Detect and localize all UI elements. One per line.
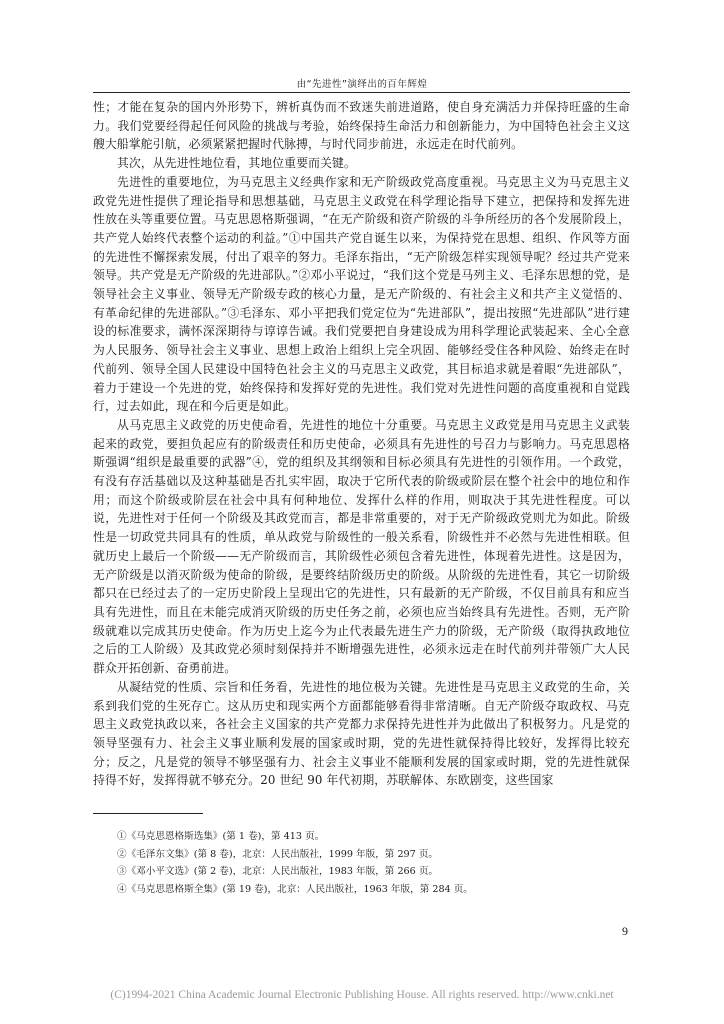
footnote-item: ②《毛泽东文集》(第 8 卷)，北京：人民出版社，1999 年版，第 297 页。	[117, 848, 439, 860]
article-body	[93, 98, 630, 790]
paragraph-section-heading: 其次，从先进性地位看，其地位重要而关键。	[117, 156, 356, 171]
paragraph: 先进性的重要地位，为马克思主义经典作家和无产阶级政党高度重视。马克思主义为马克思主义政党先进性提供了理论指导和思想基础，马克思主义政党在科学理论指导下建立，把保持和发挥先进性放在头等重要位置。马克思恩格斯强调，“在无产阶级和资产阶级的斗争所经历的各个发展阶段上，共产党人始终代表整个运动的利益。”①中国共产党自诞生以来，为保持党在思想、组织、作风等方面的先进性不懈探索发展，付出了艰辛的努力。毛泽东指出，“无产阶级怎样实现领导呢？经过共产党来领导。共产党是无产阶级的先进部队。”②邓小平说过，“我们这个党是马列主义、毛泽东思想的党，是领导社会主义事业、领导无产阶级专政的核心力量，是无产阶级的、有社会主义和共产主义觉悟的、有革命纪律的先进部队。”③毛泽东、邓小平把我们党定位为“先进部队”，提出按照“先进部队”进行建设的标准要求，满怀深深期待与谆谆告诫。我们党要把自身建设成为用科学理论武装起来、全心全意为人民服务、领导社会主义事业、思想上政治上组织上完全巩固、能够经受住各种风险、始终走在时代前列、领导全国人民建设中国特色社会主义的马克思主义政党，其目标追求就是着眼“先进部队”，着力于建设一个先进的党，始终保持和发挥好党的先进性。我们党对先进性问题的高度重视和自觉践行，过去如此，现在和今后更是如此。	[93, 174, 630, 414]
copyright-watermark: (C)1994-2021 China Academic Journal Electronic Publishing House. All rights reserved. http://www.cnki.net	[110, 989, 614, 1001]
running-head-title: 由“先进性”演绎出的百年辉煌	[296, 79, 428, 90]
paragraph-continuation: 性；才能在复杂的国内外形势下，辨析真伪而不致迷失前进道路，使自身充满活力并保持旺盛的生命力。我们党要经得起任何风险的挑战与考验，始终保持生命活力和创新能力，为中国特色社会主义这艘大船掌舵引航，必须紧紧把握时代脉搏，与时代同步前进，永远走在时代前列。	[93, 100, 630, 152]
paragraph: 从马克思主义政党的历史使命看，先进性的地位十分重要。马克思主义政党是用马克思主义武装起来的政党，要担负起应有的阶级责任和历史使命，必须具有先进性的号召力与影响力。马克思恩格斯强调“组织是最重要的武器”④，党的组织及其纲领和目标必须具有先进性的引领作用。一个政党，有没有存活基础以及这种基础是否扎实牢固，取决于它所代表的阶级或阶层在整个社会中的地位和作用；而这个阶级或阶层在社会中具有何种地位、发挥什么样的作用，则取决于其先进性程度。可以说，先进性对于任何一个阶级及其政党而言，都是非常重要的，对于无产阶级政党则尤为如此。阶级性是一切政党共同具有的性质，单从政党与阶级性的一般关系看，阶级性并不必然与先进性相联。但就历史上最后一个阶级——无产阶级而言，其阶级性必须包含着先进性，体现着先进性。这是因为，无产阶级是以消灭阶级为使命的阶级，是要终结阶级历史的阶级。从阶级的先进性看，其它一切阶级都只在已经过去了的一定历史阶段上呈现出它的先进性，只有最新的无产阶级，不仅目前具有和应当具有先进性，而且在未能完成消灭阶级的历史任务之前，必须也应当始终具有先进性。否则，无产阶级就难以完成其历史使命。作为历史上迄今为止代表最先进生产力的阶级，无产阶级（取得执政地位之后的工人阶级）及其政党必须时刻保持并不断增强先进性，必须永远走在时代前列并带领广大人民群众开拓创新、奋勇前进。	[93, 417, 630, 676]
footnote-item: ③《邓小平文选》(第 2 卷)，北京：人民出版社，1983 年版，第 266 页。	[117, 866, 439, 877]
header-rule	[93, 92, 630, 93]
footnotes	[117, 828, 627, 898]
footnote-item: ①《马克思恩格斯选集》(第 1 卷)，第 413 页。	[117, 831, 325, 842]
paragraph: 从凝结党的性质、宗旨和任务看，先进性的地位极为关键。先进性是马克思主义政党的生命，关系到我们党的生死存亡。这从历史和现实两个方面都能够看得非常清晰。自无产阶级夺取政权、马克思主义政党执政以来，各社会主义国家的共产党都力求保持先进性并为此做出了积极努力。凡是党的领导坚强有力、社会主义事业顺利发展的国家或时期，党的先进性就保持得比较好，发挥得比较充分；反之，凡是党的领导不够坚强有力、社会主义事业不能顺利发展的国家或时期，党的先进性就保持得不好，发挥得就不够充分。20 世纪 90 年代初期，苏联解体、东欧剧变，这些国家	[93, 679, 630, 788]
footnote-item: ④《马克思恩格斯全集》(第 19 卷)，北京：人民出版社，1963 年版，第 284 页。	[117, 883, 473, 895]
footnote-rule	[93, 813, 203, 814]
page-number: 9	[622, 924, 628, 938]
